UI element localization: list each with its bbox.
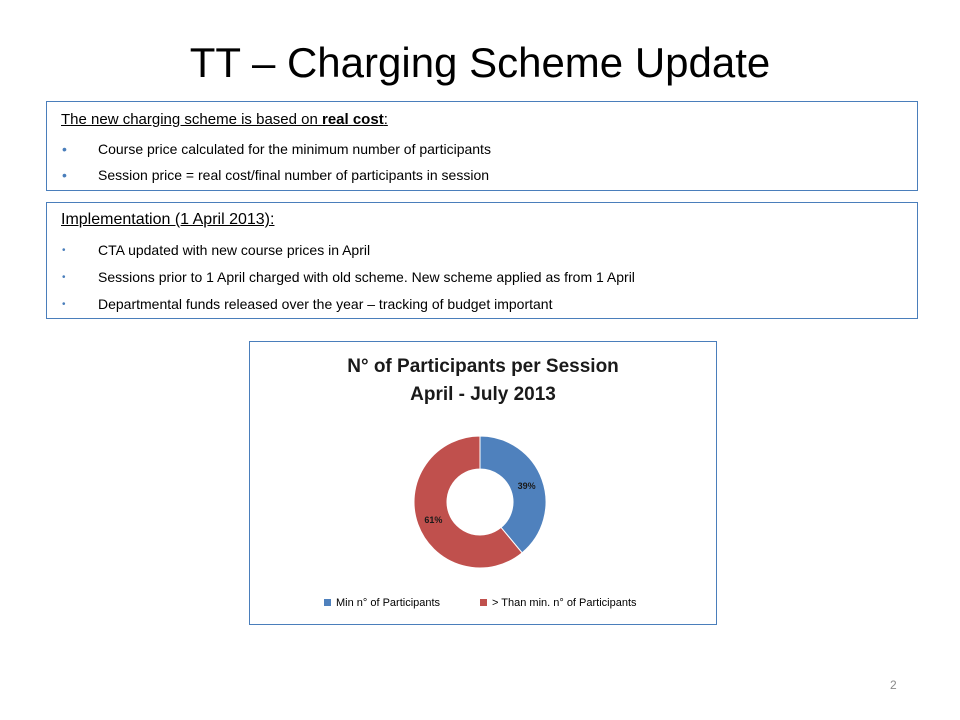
list-item-text: Departmental funds released over the year – tracking of budget important bbox=[98, 296, 553, 312]
bullet-icon: • bbox=[62, 272, 66, 283]
list-item bbox=[61, 241, 635, 268]
bullet-icon: • bbox=[62, 167, 67, 183]
list-item bbox=[61, 166, 491, 192]
list-item-text: CTA updated with new course prices in April bbox=[98, 242, 371, 258]
legend-label: > Than min. n° of Participants bbox=[492, 597, 637, 609]
chart-subtitle: April - July 2013 bbox=[410, 384, 556, 405]
heading-tail: : bbox=[383, 111, 388, 128]
data-label: 61% bbox=[424, 514, 443, 525]
legend-swatch bbox=[480, 599, 487, 606]
implementation-box bbox=[46, 202, 918, 319]
charging-scheme-box bbox=[46, 101, 918, 191]
implementation-heading: Implementation (1 April 2013): bbox=[61, 211, 275, 228]
list-item bbox=[61, 295, 635, 322]
list-item bbox=[61, 268, 635, 295]
list-item-text: Course price calculated for the minimum number of participants bbox=[98, 141, 491, 157]
legend-item bbox=[324, 597, 440, 609]
page-number: 2 bbox=[890, 678, 897, 692]
bullet-icon: • bbox=[62, 245, 66, 256]
chart-title: N° of Participants per Session bbox=[347, 356, 619, 377]
legend-swatch bbox=[324, 599, 331, 606]
list-item-text: Sessions prior to 1 April charged with old scheme. New scheme applied as from 1 April bbox=[98, 269, 635, 285]
heading-text: The new charging scheme is based on bbox=[61, 111, 322, 128]
legend-item bbox=[480, 597, 637, 609]
list-item bbox=[61, 140, 491, 166]
implementation-list bbox=[61, 241, 635, 322]
data-label: 39% bbox=[517, 481, 536, 492]
charging-scheme-list bbox=[61, 140, 491, 192]
charging-scheme-heading bbox=[61, 111, 388, 128]
donut-plot bbox=[250, 342, 716, 624]
bullet-icon: • bbox=[62, 141, 67, 157]
slide-title: TT – Charging Scheme Update bbox=[189, 39, 771, 86]
bullet-icon: • bbox=[62, 299, 66, 310]
list-item-text: Session price = real cost/final number of participants in session bbox=[98, 167, 490, 183]
donut-chart bbox=[249, 341, 717, 625]
heading-bold-text: real cost bbox=[321, 111, 384, 128]
legend-label: Min n° of Participants bbox=[336, 597, 441, 609]
